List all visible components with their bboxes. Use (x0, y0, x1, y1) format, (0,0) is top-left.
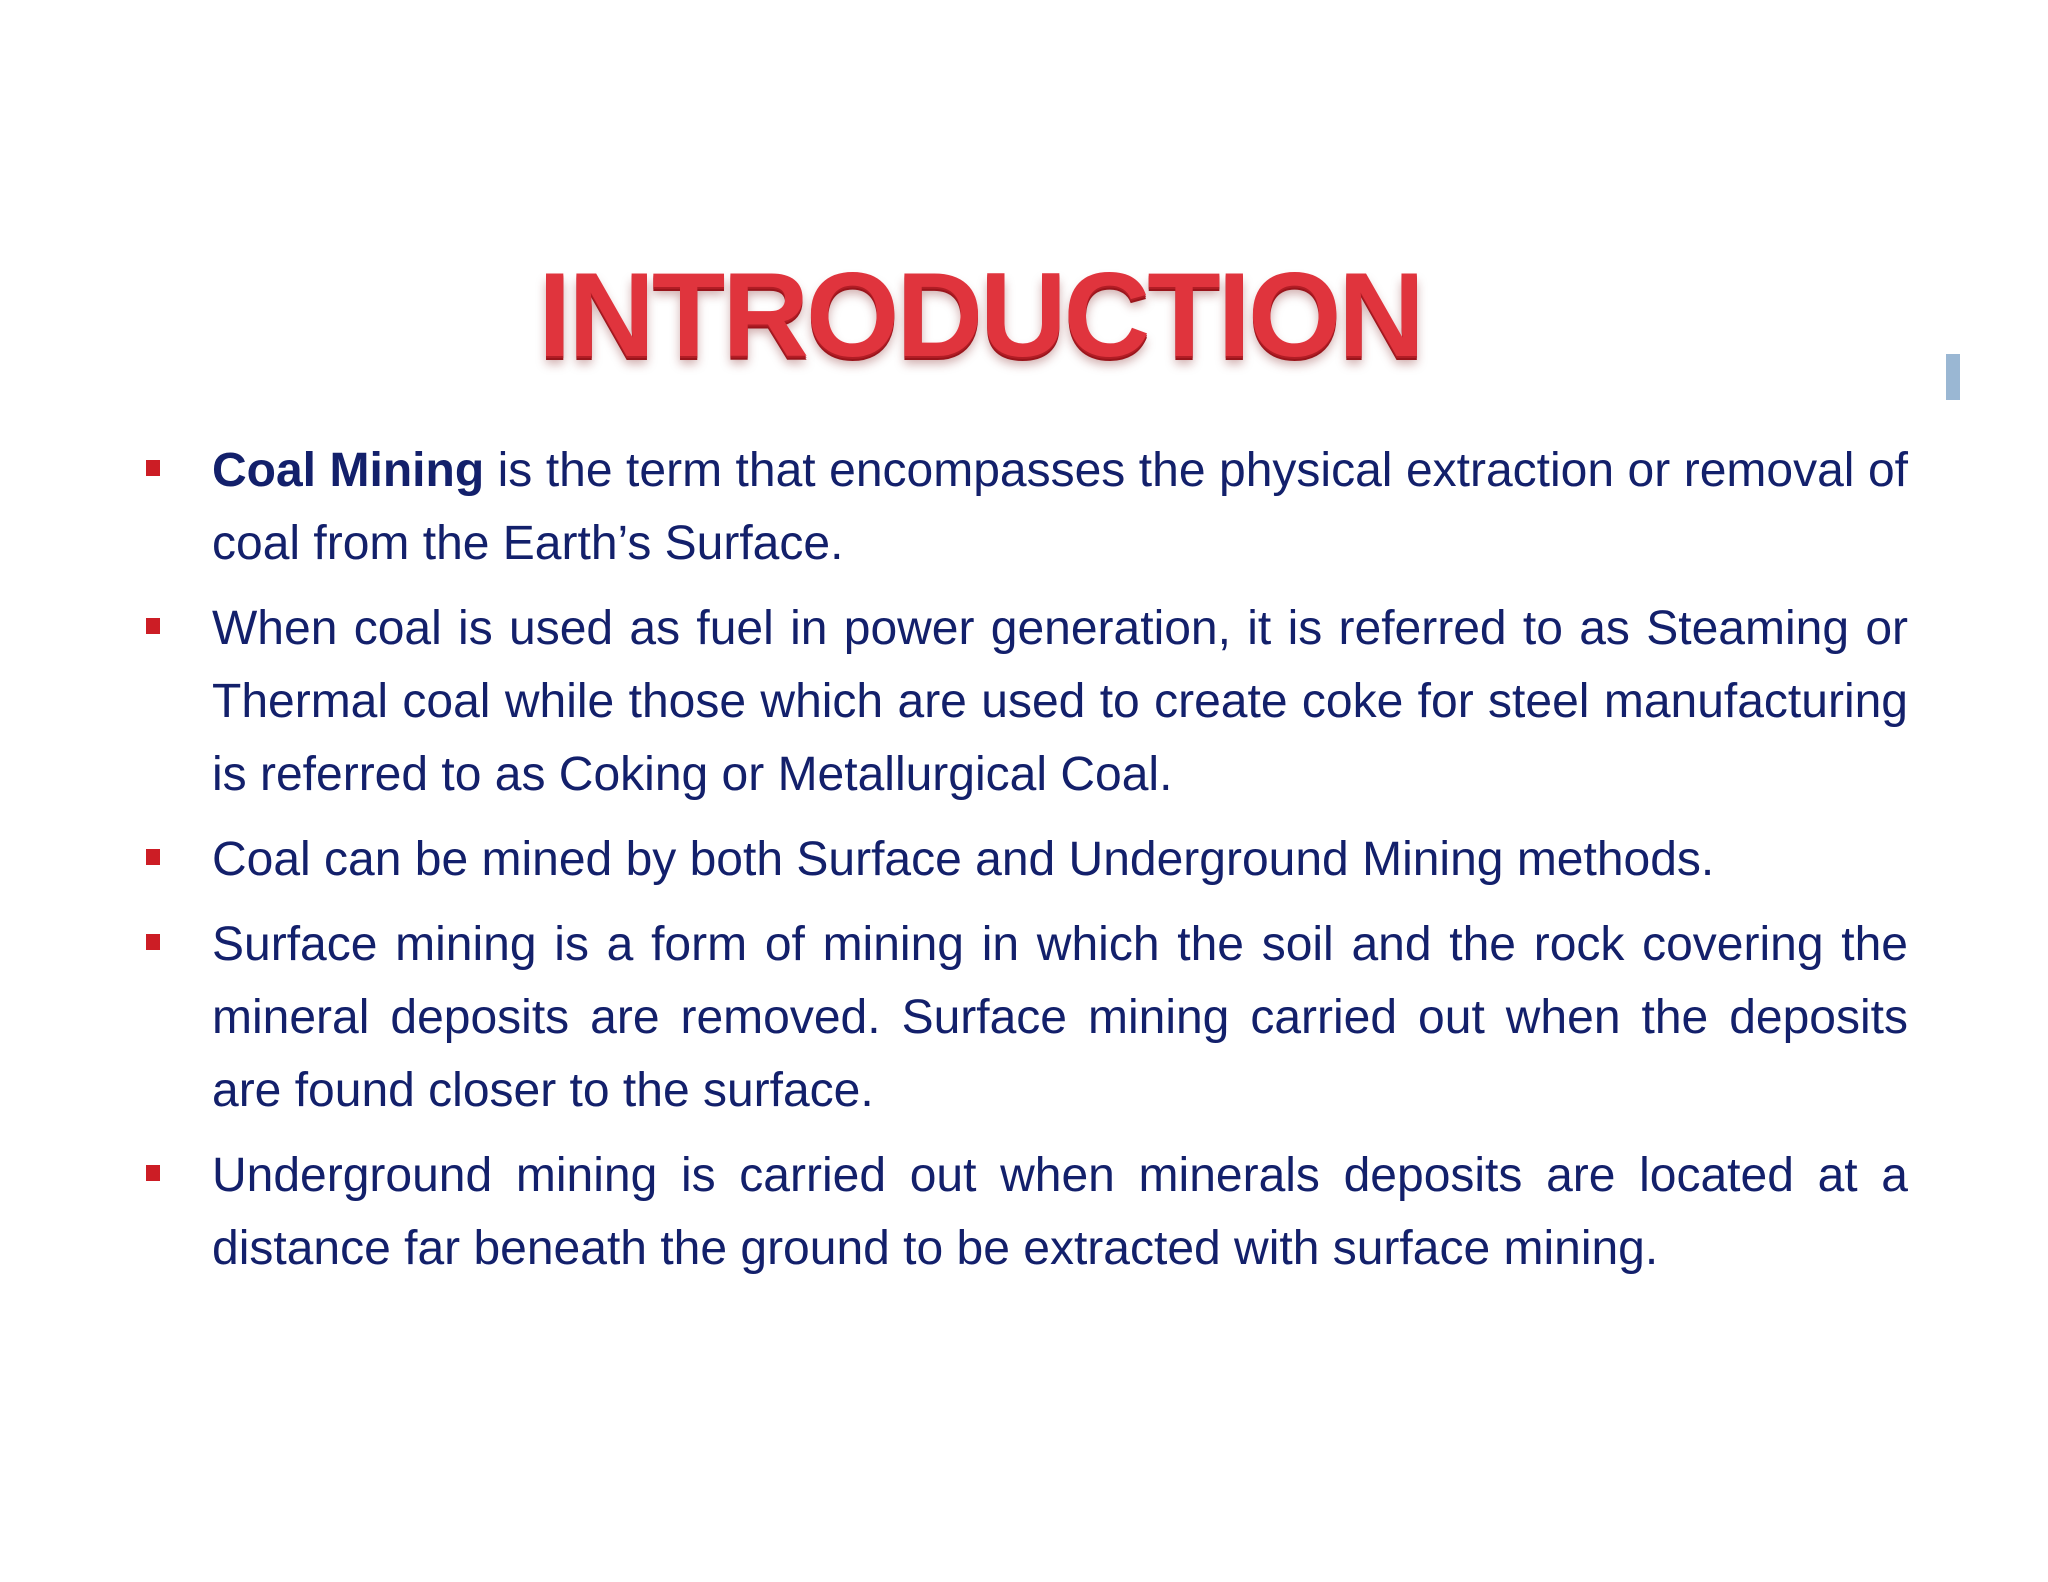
bullet-text: Coal can be mined by both Surface and Underground Mining methods. (212, 833, 1715, 886)
bullet-item (212, 592, 1908, 811)
bullet-marker-icon (146, 460, 160, 476)
bullet-list (212, 434, 1908, 1297)
bullet-item (212, 823, 1908, 896)
bullet-marker-icon (146, 1165, 160, 1181)
accent-bar (1946, 354, 1960, 400)
bullet-item (212, 908, 1908, 1127)
bullet-marker-icon (146, 849, 160, 865)
bullet-text: Underground mining is carried out when minerals deposits are located at a distance far beneath the ground to be extracted with surface mining. (212, 1149, 1908, 1275)
bullet-marker-icon (146, 934, 160, 950)
bullet-text: When coal is used as fuel in power generation, it is referred to as Steaming or Thermal coal while those which are used to create coke for steel manufacturing is referred to as Coking or Metallurgical Coal. (212, 602, 1908, 801)
bullet-lead-text: Coal Mining (212, 444, 485, 497)
bullet-text: Surface mining is a form of mining in which the soil and the rock covering the mineral deposits are removed. Surface mining carried out when the deposits are found closer to the surface. (212, 918, 1908, 1117)
bullet-text: is the term that encompasses the physical extraction or removal of coal from the Earth’s Surface. (212, 444, 1908, 570)
bullet-marker-icon (146, 618, 160, 634)
bullet-item (212, 1139, 1908, 1285)
slide-title: INTRODUCTION (538, 248, 1422, 382)
bullet-item (212, 434, 1908, 580)
